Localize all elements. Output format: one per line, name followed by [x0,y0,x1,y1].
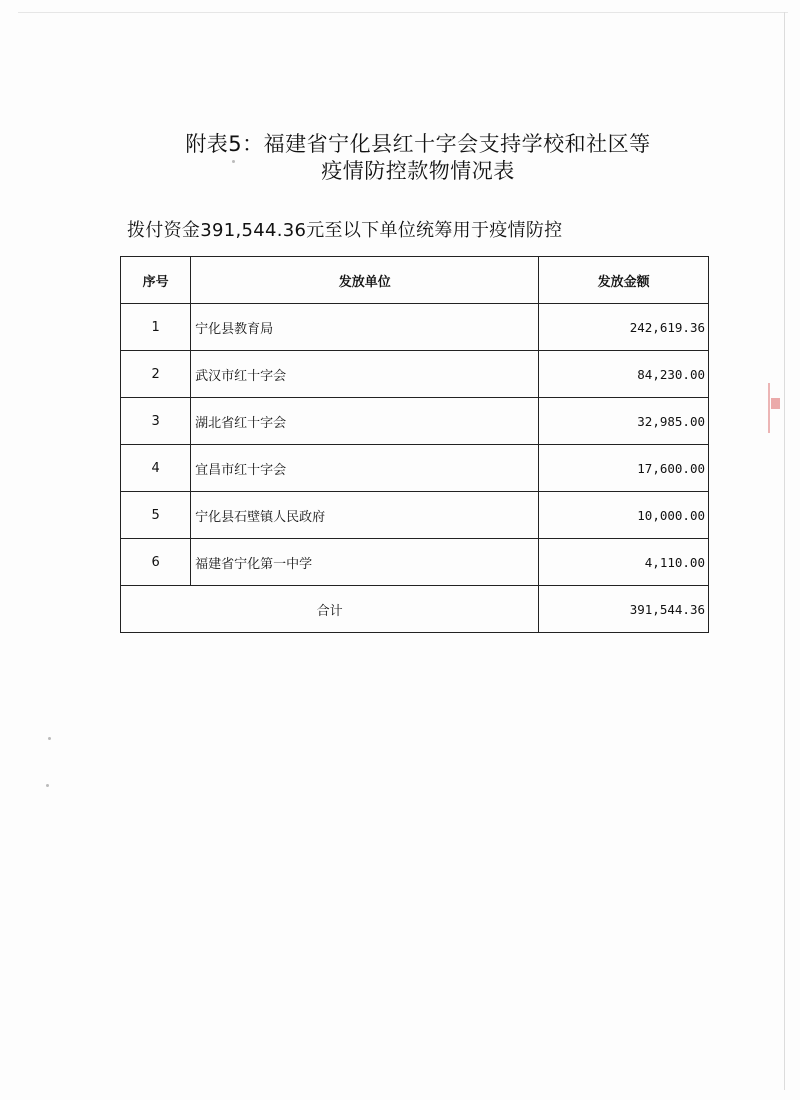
scan-speck [232,160,235,163]
table-row [121,492,709,539]
total-label: 合计 [121,586,539,633]
row-index: 6 [121,539,191,586]
document-subtitle: 疫情防控款物情况表 [321,159,515,183]
header-amount: 发放金额 [539,257,709,304]
row-unit: 福建省宁化第一中学 [191,539,539,586]
total-amount: 391,544.36 [539,586,709,633]
row-amount: 32,985.00 [539,398,709,445]
table-row [121,445,709,492]
row-amount: 17,600.00 [539,445,709,492]
row-index: 5 [121,492,191,539]
table-row [121,351,709,398]
row-index: 4 [121,445,191,492]
table-header-row [121,257,709,304]
row-amount: 242,619.36 [539,304,709,351]
table-row [121,304,709,351]
row-amount: 84,230.00 [539,351,709,398]
seal-stamp-mark [771,398,780,409]
row-index: 3 [121,398,191,445]
row-index: 1 [121,304,191,351]
row-unit: 宁化县石壁镇人民政府 [191,492,539,539]
table-row [121,398,709,445]
row-amount: 10,000.00 [539,492,709,539]
page-edge [18,12,788,13]
header-index: 序号 [121,257,191,304]
row-unit: 武汉市红十字会 [191,351,539,398]
total-row [121,586,709,633]
document-title: 附表5：福建省宁化县红十字会支持学校和社区等 [185,132,651,156]
row-unit: 宜昌市红十字会 [191,445,539,492]
row-amount: 4,110.00 [539,539,709,586]
table-row [121,539,709,586]
intro-text: 拨付资金391,544.36元至以下单位统筹用于疫情防控 [127,220,563,241]
scan-speck [48,737,51,740]
allocation-table [120,256,709,633]
header-unit: 发放单位 [191,257,539,304]
row-unit: 宁化县教育局 [191,304,539,351]
row-index: 2 [121,351,191,398]
scan-speck [46,784,49,787]
row-unit: 湖北省红十字会 [191,398,539,445]
